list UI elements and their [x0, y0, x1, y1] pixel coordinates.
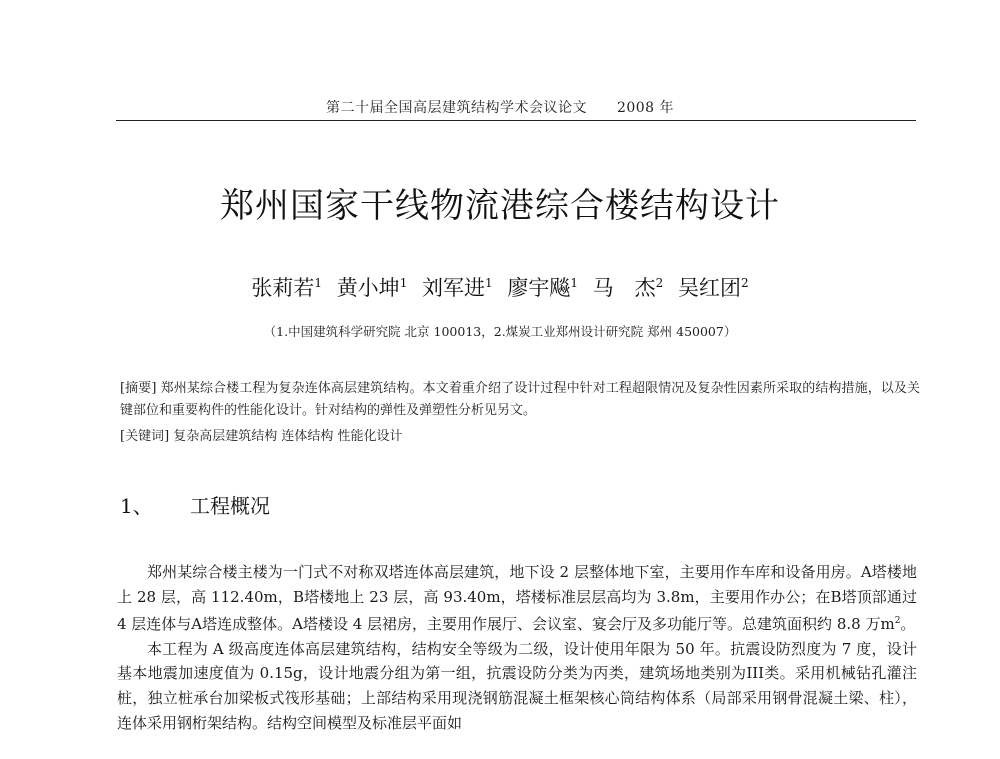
author: 张莉若$^1$	[251, 276, 322, 300]
section-number: 1、	[120, 494, 153, 518]
paper-title: 郑州国家干线物流港综合楼结构设计	[220, 186, 780, 226]
paragraph: 本工程为 A 级高度连体高层建筑结构，结构安全等级为二级，设计使用年限为 50 年。抗震设防烈度为 7 度，设计基本地震加速度值为 0.15g，设计地震分组为第一组，抗震设防分类为丙类，建筑场地类别为III类。采用机械钻孔灌注桩，独立桩承台加梁板式筏形基础；上部结构采用现浇钢筋混凝土框架核心筒结构体系（局部采用钢骨混凝土梁、柱），连体采用钢桁架结构。结构空间模型及标准层平面如	[117, 639, 917, 732]
author: 廖宇飚$^1$	[507, 276, 578, 300]
affiliations: （1.中国建筑科学研究院 北京 100013，2.煤炭工业郑州设计研究院 郑州 450007）	[263, 324, 737, 339]
section-title: 工程概况	[190, 494, 270, 518]
keywords	[120, 425, 920, 444]
author: 刘军进$^1$	[422, 276, 493, 300]
author: 马 杰$^2$	[592, 276, 664, 300]
running-header	[0, 97, 1000, 117]
header-rule	[116, 120, 916, 121]
author: 吴红团$^2$	[678, 276, 749, 300]
body-text	[117, 560, 917, 735]
paragraph: 郑州某综合楼主楼为一门式不对称双塔连体高层建筑，地下设 2 层整体地下室，主要用作车库和设备用房。A塔楼地上 28 层，高 112.40m，B塔楼地上 23 层，高 93.40m，塔楼标准层层高均为 3.8m，主要用作办公；在B塔顶部通过 4 层连体与A塔连成整体。A塔楼设 4 层裙房，主要用作展厅、会议室、宴会厅及多功能厅等。总建筑面积约 8.8 万$m^2$。	[117, 563, 917, 634]
author-list	[0, 272, 1000, 302]
conference-name: 第二十届全国高层建筑结构学术会议论文	[325, 100, 587, 116]
keywords-text: 复杂高层建筑结构 连体结构 性能化设计	[173, 429, 403, 444]
section-heading	[120, 490, 270, 519]
abstract-label: [摘要]	[120, 381, 157, 396]
header-year: 2008 年	[616, 100, 675, 116]
abstract-text: 郑州某综合楼工程为复杂连体高层建筑结构。本文着重介绍了设计过程中针对工程超限情况及复杂性因素所采取的结构措施，以及关键部位和重要构件的性能化设计。针对结构的弹性及弹塑性分析见另文。	[120, 381, 920, 418]
abstract	[120, 378, 920, 422]
keywords-label: [关键词]	[120, 429, 170, 444]
author: 黄小坤$^1$	[336, 276, 408, 300]
